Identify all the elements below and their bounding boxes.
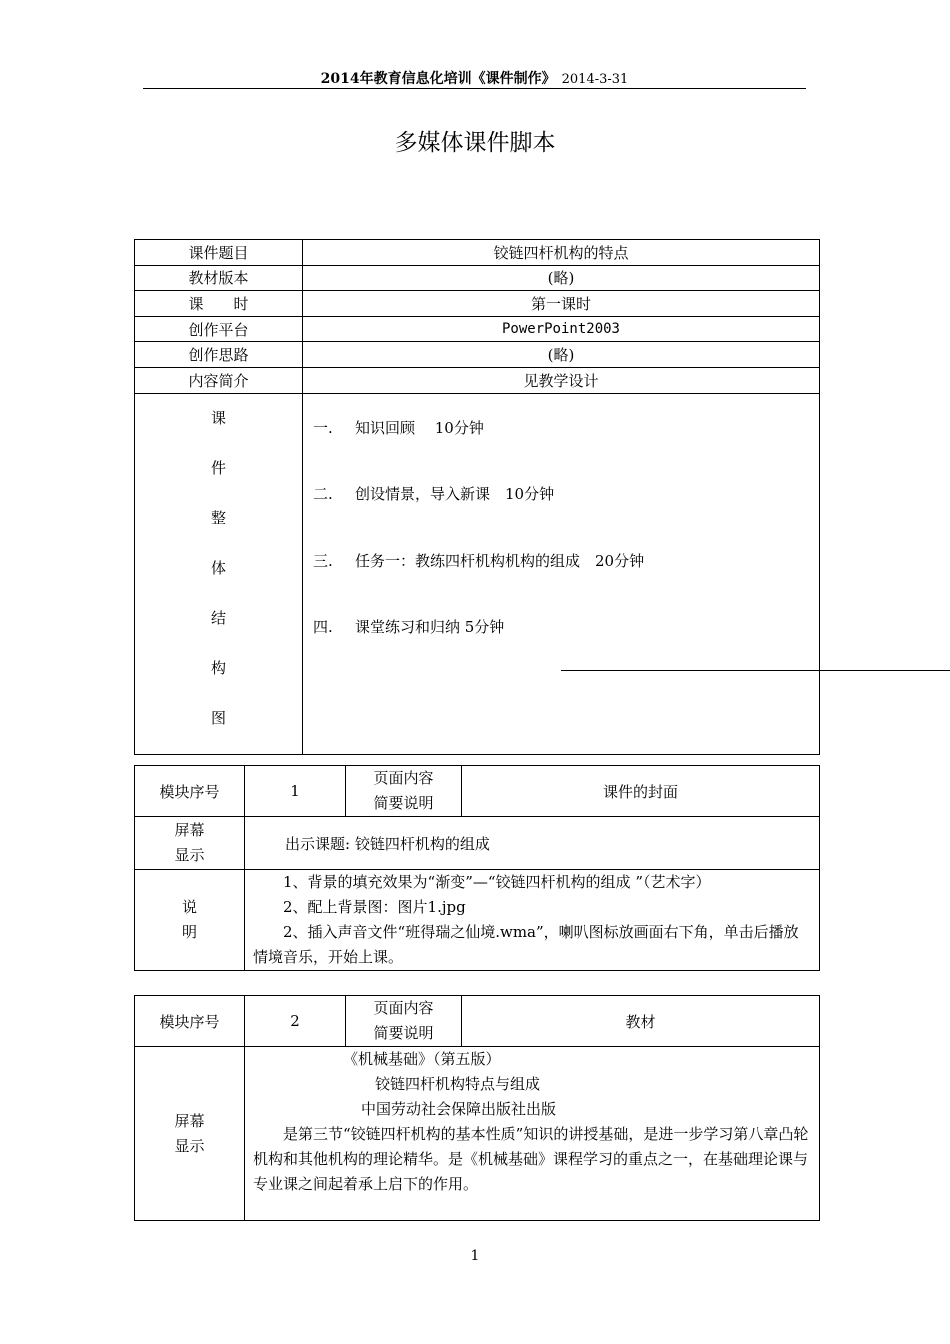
module1-desc: 课件的封面 xyxy=(462,766,820,817)
info-label: 课件题目 xyxy=(135,240,303,266)
module1-screen: 出示课题: 铰链四杆机构的组成 xyxy=(245,817,820,870)
structure-item: 三. 任务一：教练四杆机构机构的组成 20分钟 xyxy=(313,551,645,570)
module2-head-row xyxy=(135,996,820,1047)
module2-seq-label: 模块序号 xyxy=(135,996,245,1047)
doc-title: 多媒体课件脚本 xyxy=(394,130,556,156)
page-header xyxy=(143,68,806,88)
module1-screen-row xyxy=(135,817,820,870)
module1-head-row xyxy=(135,766,820,817)
screen-line: 铰链四杆机构特点与组成 xyxy=(375,1075,541,1093)
structure-item: 四. 课堂练习和归纳 5分钟 xyxy=(313,618,505,637)
note-line: 1、背景的填充效果为“渐变”—“铰链四杆机构的组成 ”（艺术字） xyxy=(283,873,711,891)
info-table xyxy=(134,239,820,755)
info-row xyxy=(135,342,820,368)
info-value: 铰链四杆机构的特点 xyxy=(303,240,820,266)
module2-screen xyxy=(245,1047,820,1221)
page-number: 1 xyxy=(470,1248,480,1264)
info-value: 第一课时 xyxy=(303,291,820,317)
info-row xyxy=(135,265,820,291)
module1-note-label: 说 明 xyxy=(135,870,245,971)
info-label: 内容简介 xyxy=(135,367,303,393)
info-value: 见教学设计 xyxy=(303,367,820,393)
info-value: (略) xyxy=(303,265,820,291)
structure-list xyxy=(303,393,820,754)
module2-desc-label: 页面内容 简要说明 xyxy=(346,996,462,1047)
module1-desc-label: 页面内容 简要说明 xyxy=(346,766,462,817)
module2-desc: 教材 xyxy=(462,996,820,1047)
structure-item: 一. 知识回顾 10分钟 xyxy=(313,418,484,437)
info-value: PowerPoint2003 xyxy=(303,316,820,342)
module2-seq: 2 xyxy=(245,996,346,1047)
info-value: (略) xyxy=(303,342,820,368)
screen-line: 《机械基础》（第五版） xyxy=(343,1050,501,1068)
module1-seq: 1 xyxy=(245,766,346,817)
module1-table xyxy=(134,765,820,971)
header-date: 2014-3-31 xyxy=(561,72,629,87)
info-label: 课 时 xyxy=(135,291,303,317)
stray-line xyxy=(561,670,950,671)
module1-screen-label: 屏幕 显示 xyxy=(135,817,245,870)
info-row xyxy=(135,367,820,393)
info-label: 教材版本 xyxy=(135,265,303,291)
header-rule xyxy=(143,88,806,89)
screen-paragraph: 是第三节“铰链四杆机构的基本性质”知识的讲授基础，是进一步学习第八章凸轮机构和其他机构的理论精华。是《机械基础》课程学习的重点之一，在基础理论课与专业课之间起着承上启下的作用。 xyxy=(253,1125,809,1193)
info-row xyxy=(135,240,820,266)
info-row xyxy=(135,316,820,342)
info-row xyxy=(135,291,820,317)
screen-line: 中国劳动社会保障出版社出版 xyxy=(361,1100,557,1118)
module1-note-row xyxy=(135,870,820,971)
module2-screen-label: 屏幕 显示 xyxy=(135,1047,245,1221)
structure-item: 二. 创设情景，导入新课 10分钟 xyxy=(313,485,555,504)
module2-table xyxy=(134,995,820,1221)
structure-row xyxy=(135,393,820,754)
note-line: 2、配上背景图：图片1.jpg xyxy=(283,898,466,916)
note-line: 2、插入声音文件“班得瑞之仙境.wma”，喇叭图标放画面右下角，单击后播放情境音乐，开始上课。 xyxy=(253,923,799,966)
module1-seq-label: 模块序号 xyxy=(135,766,245,817)
info-label: 创作思路 xyxy=(135,342,303,368)
module2-screen-row xyxy=(135,1047,820,1221)
structure-label: 课 件 整 体 结 构 图 xyxy=(135,393,303,754)
module1-notes xyxy=(245,870,820,971)
header-title: 2014年教育信息化培训《课件制作》 xyxy=(320,71,556,87)
info-label: 创作平台 xyxy=(135,316,303,342)
